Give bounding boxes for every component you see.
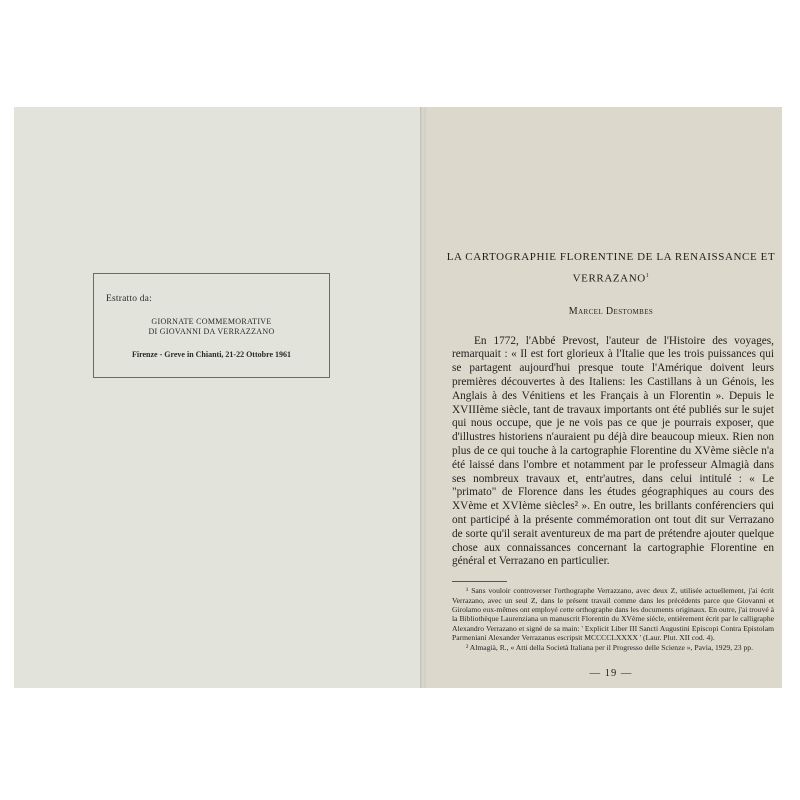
article-body (446, 335, 776, 570)
title-footnote-mark: 1 (645, 273, 650, 279)
offprint-label-box (93, 273, 330, 378)
series-title-line-2: DI GIOVANNI DA VERRAZZANO (148, 327, 275, 336)
footnote-1: ¹ Sans vouloir controverser l'orthographe Verrazzano, avec deux Z, utilisée actuellement, j'ai écrit Verrazano, avec un seul Z, dans le présent travail comme dans les précédents parce que Giovanni et Girolamo eux-mêmes ont employé cette orthographe dans les documents originaux. En outre, j'ai trouvé à la Bibliothèque Laurenziana un manuscrit Florentin du XVème siècle, entièrement écrit par le calligraphe Alexandro Verrazano et signé de sa main: ' Explicit Liber III Sancti Augustini Episcopi Contra Epistolam Parmeniani Alexander Verrazanus escripsit MCCCCLXXXX ' (Laur. Plut. XII cod. 4). (452, 586, 774, 643)
left-page (14, 107, 420, 688)
article-title (446, 248, 776, 289)
extract-label: Estratto da: (106, 294, 152, 304)
series-title-line-1: GIORNATE COMMEMORATIVE (151, 317, 272, 326)
place-and-date: Firenze - Greve in Chianti, 21-22 Ottobre 1961 (131, 350, 292, 359)
article-title-line-2 (446, 267, 776, 289)
article-title-line-2-text: VERRAZANO (572, 272, 646, 285)
footnote-2: ² Almagià, R., « Atti della Società Italiana per il Progresso delle Scienze », Pavia, 1929, 23 pp. (466, 642, 753, 652)
footnote-divider (452, 581, 507, 582)
body-paragraph: En 1772, l'Abbé Prevost, l'auteur de l'Histoire des voyages, remarquait : « Il est fort glorieux à l'Italie que les trois puissances qui se partagent aujourd'hui presque toute l'Amérique doivent leurs premières découvertes à des Italiens: les Castillans à un Génois, les Anglais à des Vénitiens et les Français à un Florentin ». Depuis le XVIIIème siècle, tant de travaux importants ont été publiés sur le sujet qui nous occupe, que je ne vois pas ce que je pourrais exposer, que d'illustres historiens n'auraient pu déjà dire beaucoup mieux. Rien non plus de ce qui touche à la cartographie Florentine du XVème siècle n'a été laissé dans l'ombre et notamment par le professeur Almagià dans ses nombreux travaux et, entr'autres, dans celui intitulé : « Le "primato" de Florence dans les études géographiques au cours des XVème et XVIème siècles² ». En outre, les brillants conférenciers qui ont participé à la présente commémoration ont tout dit sur Verrazano de sorte qu'il serait aventureux de ma part de prétendre ajouter quelque chose aux connaissances concernant la cartographie Florentine en général et Verrazano en particulier. (452, 334, 774, 568)
article (446, 248, 776, 679)
page-number: — 19 — (589, 668, 633, 680)
footnotes (446, 586, 776, 652)
article-title-line-1: LA CARTOGRAPHIE FLORENTINE DE LA RENAISSANCE ET (446, 251, 776, 263)
article-author: Marcel Destombes (568, 305, 654, 317)
series-title (94, 317, 329, 337)
